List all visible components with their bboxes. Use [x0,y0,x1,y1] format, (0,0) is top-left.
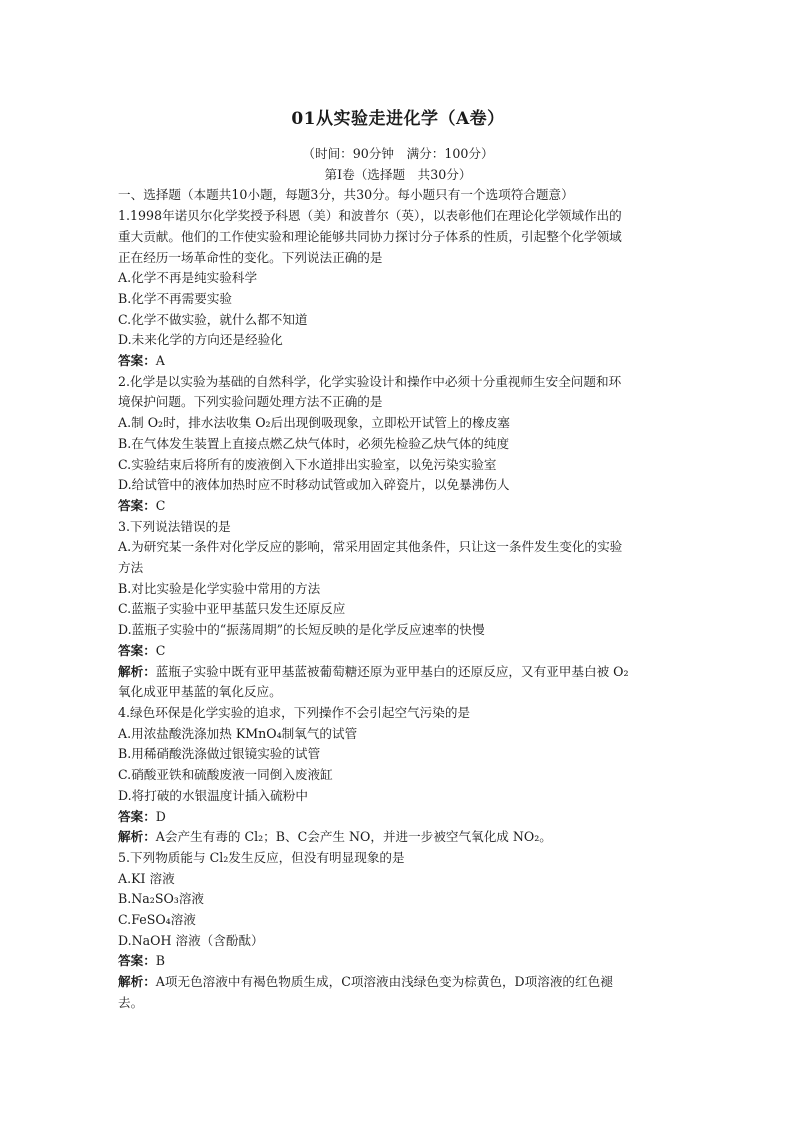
analysis-line [118,972,678,993]
answer-line [118,496,678,517]
analysis-label: 解析： [118,974,156,990]
analysis-label: 解析： [118,829,156,845]
analysis-text: 氧化成亚甲基蓝的氧化反应。 [118,684,282,700]
question-block [118,703,678,848]
option-line: A.KI 溶液 [118,870,175,886]
analysis-line [118,827,678,848]
option-line: D.NaOH 溶液（含酚酞） [118,932,264,948]
option-line: C.实验结束后将所有的废液倒入下水道排出实验室，以免污染实验室 [118,456,497,472]
question-block [118,517,678,703]
answer-label: 答案： [118,497,156,513]
analysis-line [118,682,678,703]
question-block [118,848,678,1014]
analysis-line [118,662,678,683]
part-heading: 第Ⅰ卷（选择题 共30分） [324,166,472,182]
option-line: D.将打破的水银温度计插入硫粉中 [118,787,308,803]
analysis-text: 去。 [118,994,144,1010]
option-line: B.用稀硝酸洗涤做过银镜实验的试管 [118,746,321,762]
option-line: B.化学不再需要实验 [118,290,233,306]
question-stem-line: 5.下列物质能与 Cl₂发生反应，但没有明显现象的是 [118,849,405,865]
question-block [118,372,678,517]
answer-label: 答案： [118,808,156,824]
option-line: A.化学不再是纯实验科学 [118,270,258,286]
answer-line [118,951,678,972]
question-stem-line: 2.化学是以实验为基础的自然科学，化学实验设计和操作中必须十分重视师生安全问题和环 [118,373,622,389]
section-heading: 一、选择题（本题共10小题，每题3分，共30分。每小题只有一个选项符合题意） [118,187,574,203]
option-line: D.给试管中的液体加热时应不时移动试管或加入碎瓷片，以免暴沸伤人 [118,477,510,493]
answer-label: 答案： [118,353,156,369]
option-line: 方法 [118,560,144,576]
document-title: 01从实验走进化学（A卷） [291,109,505,129]
answer-label: 答案： [118,642,156,658]
answer-line [118,351,678,372]
answer-line [118,807,678,828]
analysis-text: 蓝瓶子实验中既有亚甲基蓝被葡萄糖还原为亚甲基白的还原反应，又有亚甲基白被 O₂ [155,663,629,679]
analysis-text: A会产生有毒的 Cl₂；B、C会产生 NO，并进一步被空气氧化成 NO₂。 [155,829,552,845]
question-list [118,206,678,1013]
question-block [118,206,678,372]
question-stem-line: 3.下列说法错误的是 [118,518,231,534]
answer-value: D [155,808,166,824]
answer-label: 答案： [118,953,156,969]
option-line: A.用浓盐酸洗涤加热 KMnO₄制氧气的试管 [118,725,358,741]
answer-value: B [155,953,166,969]
question-stem-line: 4.绿色环保是化学实验的追求，下列操作不会引起空气污染的是 [118,704,471,720]
option-line: A.为研究某一条件对化学反应的影响，常采用固定其他条件，只让这一条件发生变化的实验 [118,539,623,555]
option-line: B.Na₂SO₃溶液 [118,891,205,907]
exam-meta: （时间：90分钟 满分：100分） [302,146,494,161]
question-stem-line: 1.1998年诺贝尔化学奖授予科恩（美）和波普尔（英），以表彰他们在理论化学领域作出的 [118,208,622,224]
answer-value: C [155,642,166,658]
analysis-line [118,993,678,1014]
question-stem-line: 正在经历一场革命性的变化。下列说法正确的是 [118,249,383,265]
option-line: A.制 O₂时，排水法收集 O₂后出现倒吸现象，立即松开试管上的橡皮塞 [118,415,510,431]
analysis-text: A项无色溶液中有褐色物质生成，C项溶液由浅绿色变为棕黄色，D项溶液的红色褪 [155,974,613,990]
answer-value: A [155,353,165,369]
option-line: B.在气体发生装置上直接点燃乙炔气体时，必须先检验乙炔气体的纯度 [118,435,510,451]
option-line: C.化学不做实验，就什么都不知道 [118,311,308,327]
option-line: C.硝酸亚铁和硫酸废液一同倒入废液缸 [118,767,333,783]
document-body [118,104,678,1014]
option-line: C.蓝瓶子实验中亚甲基蓝只发生还原反应 [118,601,346,617]
answer-line [118,641,678,662]
option-line: B.对比实验是化学实验中常用的方法 [118,580,321,596]
option-line: D.蓝瓶子实验中的“振荡周期”的长短反映的是化学反应速率的快慢 [118,622,485,638]
question-stem-line: 重大贡献。他们的工作使实验和理论能够共同协力探讨分子体系的性质，引起整个化学领域 [118,228,622,244]
analysis-label: 解析： [118,663,156,679]
option-line: C.FeSO₄溶液 [118,912,196,928]
option-line: D.未来化学的方向还是经验化 [118,332,283,348]
answer-value: C [155,497,166,513]
question-stem-line: 境保护问题。下列实验问题处理方法不正确的是 [118,394,383,410]
